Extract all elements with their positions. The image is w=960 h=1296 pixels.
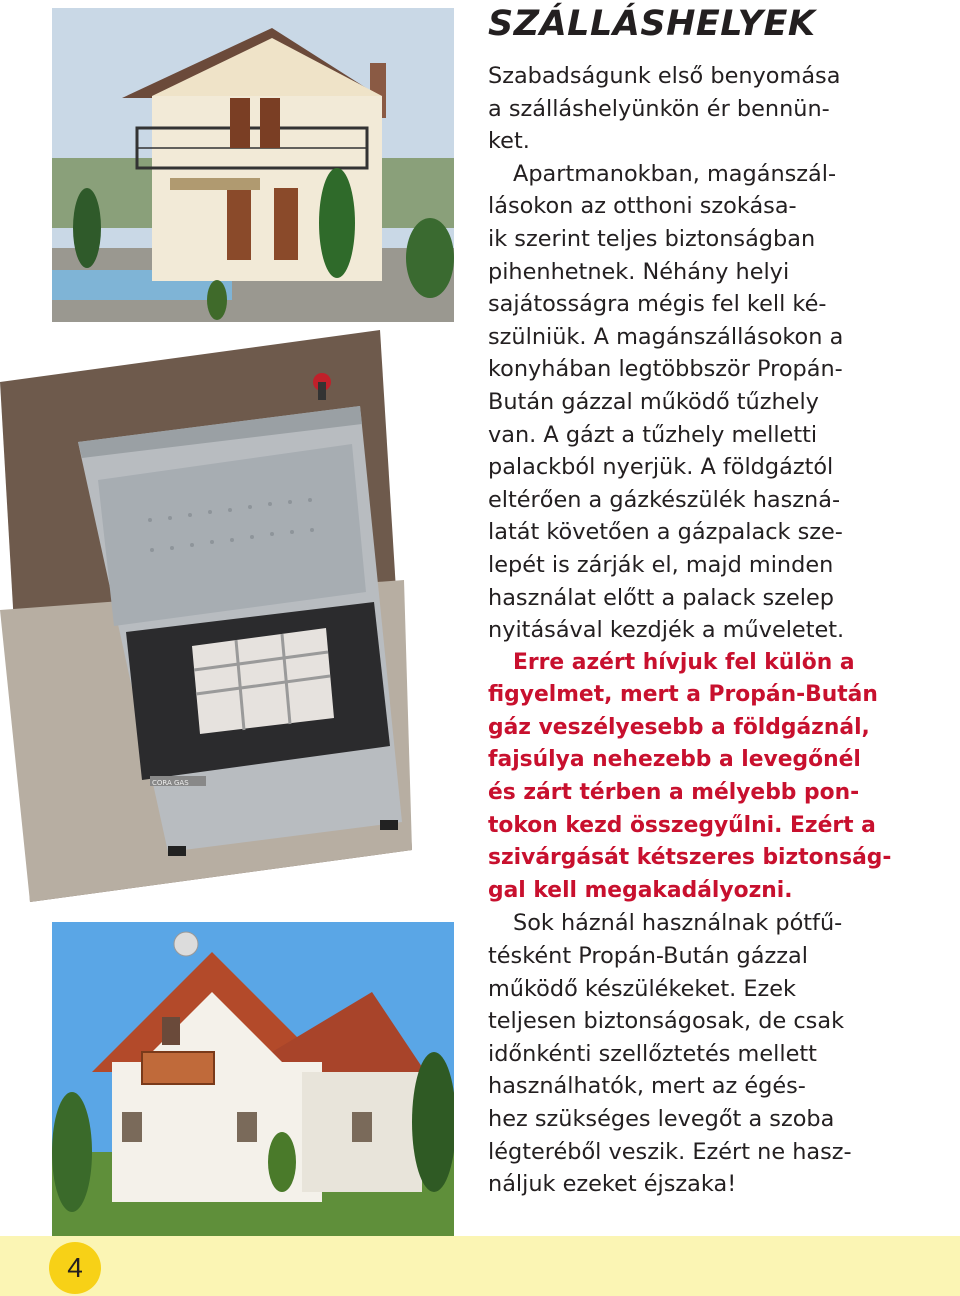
text-line: van. A gázt a tűzhely melletti xyxy=(488,421,818,448)
text-line: lásokon az otthoni szokása- xyxy=(488,193,797,220)
text-line: Sok háznál használnak pótfű- xyxy=(513,910,843,937)
gas-heater-photo xyxy=(0,330,412,902)
text-line: ik szerint teljes biztonságban xyxy=(488,225,816,252)
text-line: eltérően a gázkészülék haszná- xyxy=(488,486,841,513)
text-line: pihenhetnek. Néhány helyi xyxy=(488,258,790,285)
text-line: Szabadságunk első benyomása xyxy=(488,63,841,89)
text-line: lepét is zárják el, majd minden xyxy=(488,551,834,578)
text-line: latát követően a gázpalack sze- xyxy=(488,519,843,546)
paragraph-heating xyxy=(488,907,860,1200)
text-line: légteréből veszik. Ezért ne hasz- xyxy=(488,1138,852,1165)
svg-text:CORA GAS: CORA GAS xyxy=(152,779,189,787)
text-line: náljuk ezeket éjszaka! xyxy=(488,1171,737,1198)
warning-paragraph xyxy=(488,647,892,908)
warning-line: szivárgását kétszeres biztonság- xyxy=(488,845,892,871)
house-photo-top xyxy=(52,8,454,322)
page-title: SZÁLLÁSHELYEK xyxy=(488,4,816,44)
paragraph-accommodation xyxy=(488,158,860,647)
text-line: szülniük. A magánszállásokon a xyxy=(488,323,844,350)
footer-band xyxy=(0,1236,960,1296)
text-line: ket. xyxy=(488,128,530,155)
warning-line: tokon kezd összegyűlni. Ezért a xyxy=(488,812,876,838)
warning-line: Erre azért hívjuk fel külön a xyxy=(513,649,855,675)
paragraph-intro xyxy=(488,60,860,158)
warning-line: gáz veszélyesebb a földgáznál, xyxy=(488,714,870,740)
warning-line: gal kell megakadályozni. xyxy=(488,877,793,903)
text-line: Bután gázzal működő tűzhely xyxy=(488,388,819,415)
text-line: tésként Propán-Bután gázzal xyxy=(488,943,808,970)
text-line: használhatók, mert az égés- xyxy=(488,1073,806,1100)
house-photo-bottom xyxy=(52,922,454,1236)
text-line: Apartmanokban, magánszál- xyxy=(513,160,837,187)
text-line: időnkénti szellőztetés mellett xyxy=(488,1040,817,1067)
text-line: nyitásával kezdjék a műveletet. xyxy=(488,617,845,644)
text-line: sajátosságra mégis fel kell ké- xyxy=(488,291,827,318)
text-line: palackból nyerjük. A földgáztól xyxy=(488,454,834,481)
article-text xyxy=(488,60,892,1201)
page-number-badge: 4 xyxy=(49,1242,101,1294)
text-line: működő készülékeket. Ezek xyxy=(488,975,796,1002)
text-line: használat előtt a palack szelep xyxy=(488,584,834,611)
text-line: hez szükséges levegőt a szoba xyxy=(488,1106,835,1132)
warning-line: fajsúlya nehezebb a levegőnél xyxy=(488,747,861,773)
text-line: a szálláshelyünkön ér bennün- xyxy=(488,95,830,122)
text-line: teljesen biztonságosak, de csak xyxy=(488,1008,845,1035)
warning-line: figyelmet, mert a Propán-Bután xyxy=(488,682,878,708)
warning-line: és zárt térben a mélyebb pon- xyxy=(488,780,860,806)
text-line: konyhában legtöbbször Propán- xyxy=(488,356,843,383)
